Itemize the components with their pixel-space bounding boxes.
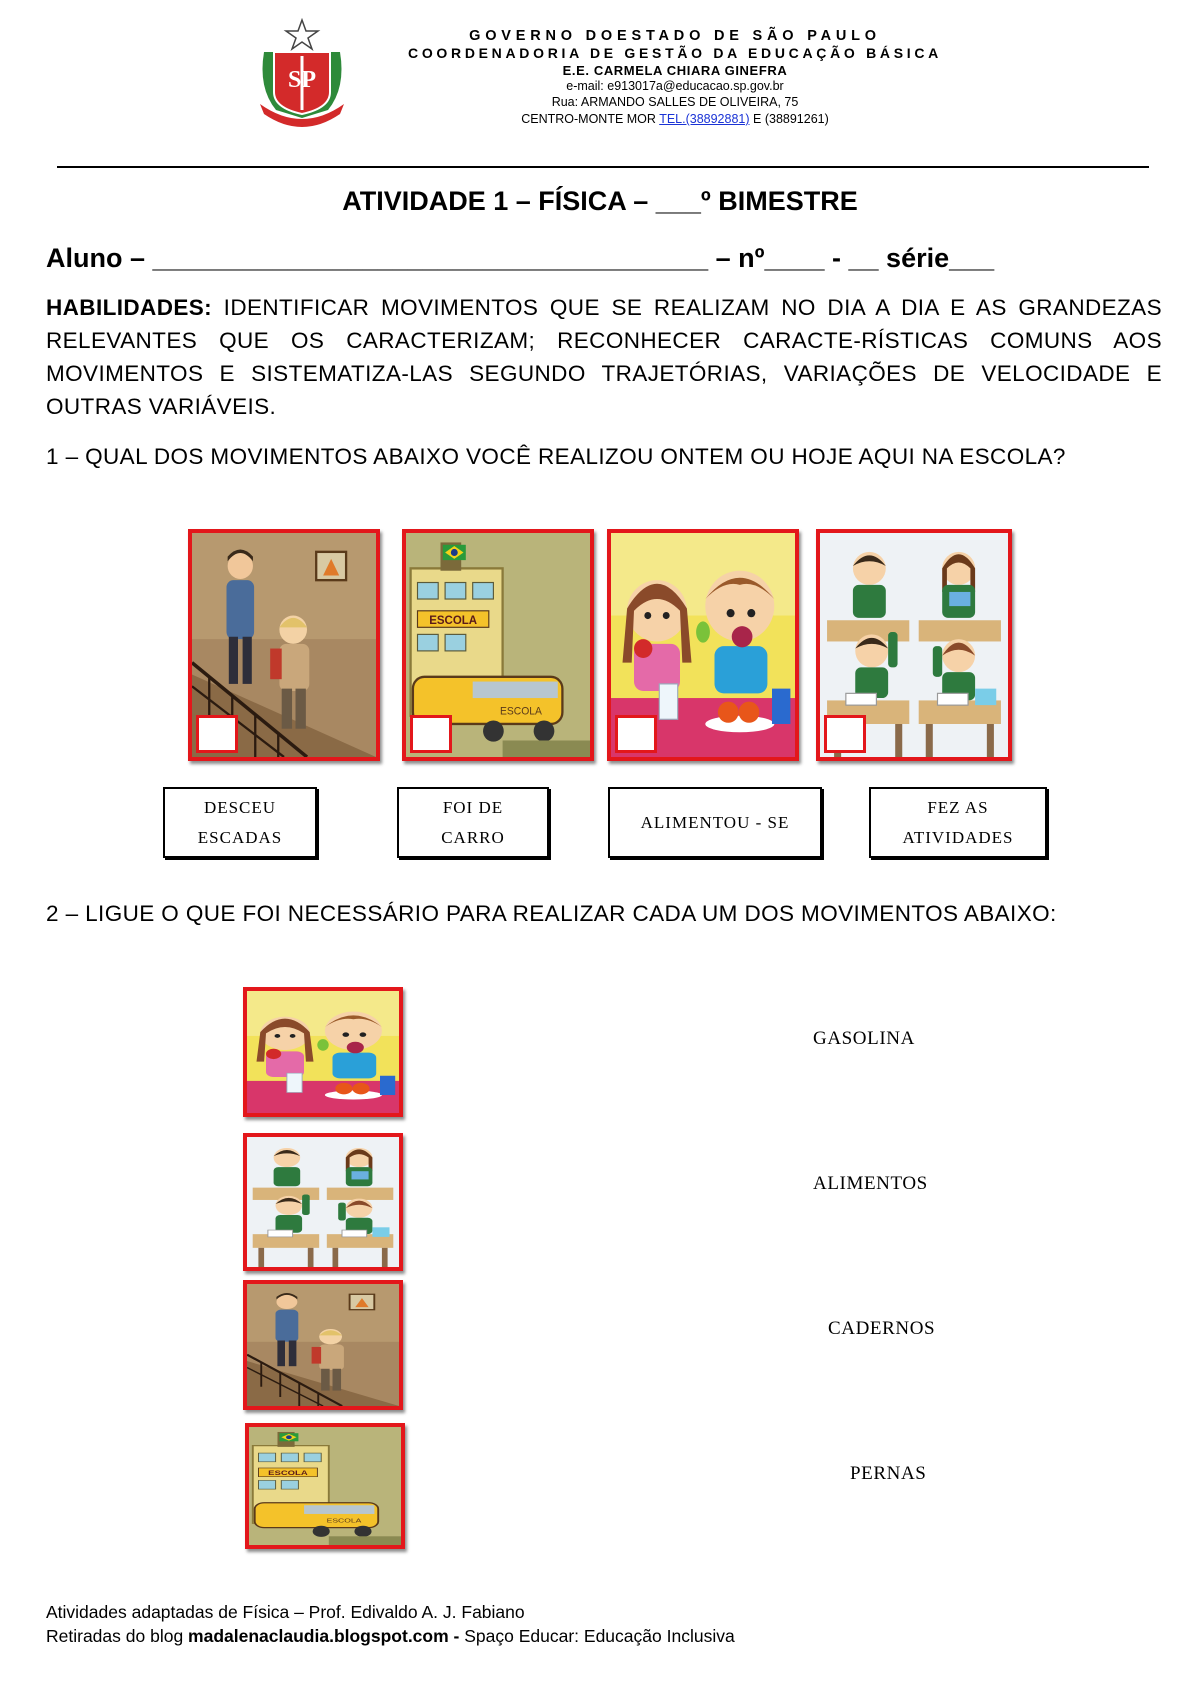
header-address: Rua: ARMANDO SALLES DE OLIVEIRA, 75	[551, 95, 799, 109]
footer-blog-link[interactable]: madalenaclaudia.blogspot.com	[188, 1626, 449, 1646]
match-word-cadernos[interactable]: CADERNOS	[828, 1318, 936, 1339]
scene-eating	[607, 529, 799, 761]
answer-checkbox[interactable]	[410, 715, 452, 753]
header-city: CENTRO-MONTE MOR	[521, 112, 656, 126]
svg-text:ESCOLA: ESCOLA	[268, 1469, 308, 1477]
classroom-illustration	[247, 1137, 399, 1267]
footer-source	[46, 1626, 735, 1647]
option-alimentou-se: ALIMENTOU - SE	[608, 787, 822, 858]
header-school-name: E.E. CARMELA CHIARA GINEFRA	[562, 63, 788, 78]
answer-checkbox[interactable]	[824, 715, 866, 753]
svg-text:SP: SP	[287, 67, 317, 93]
header-coordination: COORDENADORIA DE GESTÃO DA EDUCAÇÃO BÁSICA	[408, 45, 942, 61]
match-scene-classroom[interactable]	[243, 1133, 403, 1271]
option-fez-as-atividades: FEZ AS ATIVIDADES	[869, 787, 1047, 858]
option-foi-de-carro: FOI DE CARRO	[397, 787, 549, 858]
student-info-line: Aluno – _____________________________________ – nº____ - __ série___	[46, 243, 995, 273]
habilidades-label: HABILIDADES:	[46, 295, 213, 320]
footer-source-suffix: Spaço Educar: Educação Inclusiva	[464, 1626, 735, 1646]
header-city-phone	[260, 112, 1090, 126]
answer-checkbox[interactable]	[196, 715, 238, 753]
match-scene-bus[interactable]	[245, 1423, 405, 1549]
answer-checkbox[interactable]	[615, 715, 657, 753]
match-scene-stairs[interactable]	[243, 1280, 403, 1410]
header-phone-suffix: E (38891261)	[753, 112, 829, 126]
svg-text:ESCOLA: ESCOLA	[429, 613, 478, 627]
scene-going-by-car	[402, 529, 594, 761]
stairs-illustration	[247, 1284, 399, 1406]
question-1: 1 – QUAL DOS MOVIMENTOS ABAIXO VOCÊ REALIZOU ONTEM OU HOJE AQUI NA ESCOLA?	[46, 444, 1066, 469]
phone-link[interactable]: TEL.(38892881)	[659, 112, 750, 126]
page-title: ATIVIDADE 1 – FÍSICA – ___º BIMESTRE	[342, 186, 858, 216]
header-divider	[57, 166, 1149, 168]
footer-dash: -	[453, 1626, 460, 1646]
header-government: GOVERNO DOESTADO DE SÃO PAULO	[469, 28, 881, 44]
match-word-alimentos[interactable]: ALIMENTOS	[813, 1173, 928, 1194]
eating-illustration	[247, 991, 399, 1113]
footer-source-prefix: Retiradas do blog	[46, 1626, 184, 1646]
habilidades-paragraph	[46, 291, 1162, 423]
header-email: e-mail: e913017a@educacao.sp.gov.br	[566, 79, 784, 93]
option-desceu-escadas: DESCEU ESCADAS	[163, 787, 317, 858]
svg-text:ESCOLA: ESCOLA	[500, 706, 542, 718]
school-bus-illustration	[249, 1427, 401, 1545]
match-word-gasolina[interactable]: GASOLINA	[813, 1028, 915, 1049]
footer-credit: Atividades adaptadas de Física – Prof. Edivaldo A. J. Fabiano	[46, 1602, 525, 1622]
match-word-pernas[interactable]: PERNAS	[850, 1463, 927, 1484]
question-2: 2 – LIGUE O QUE FOI NECESSÁRIO PARA REALIZAR CADA UM DOS MOVIMENTOS ABAIXO:	[46, 901, 1057, 926]
svg-text:ESCOLA: ESCOLA	[326, 1517, 362, 1525]
habilidades-text: IDENTIFICAR MOVIMENTOS QUE SE REALIZAM NO DIA A DIA E AS GRANDEZAS RELEVANTES QUE OS CARACTERIZAM; RECONHECER CARACTE-RÍSTICAS COMUNS AOS MOVIMENTOS E SISTEMATIZA-LAS SEGUNDO TRAJETÓRIAS, VARIAÇÕES DE VELOCIDADE E OUTRAS VARIÁVEIS.	[46, 295, 1162, 419]
scene-classroom	[816, 529, 1012, 761]
scene-descending-stairs	[188, 529, 380, 761]
match-scene-eating[interactable]	[243, 987, 403, 1117]
